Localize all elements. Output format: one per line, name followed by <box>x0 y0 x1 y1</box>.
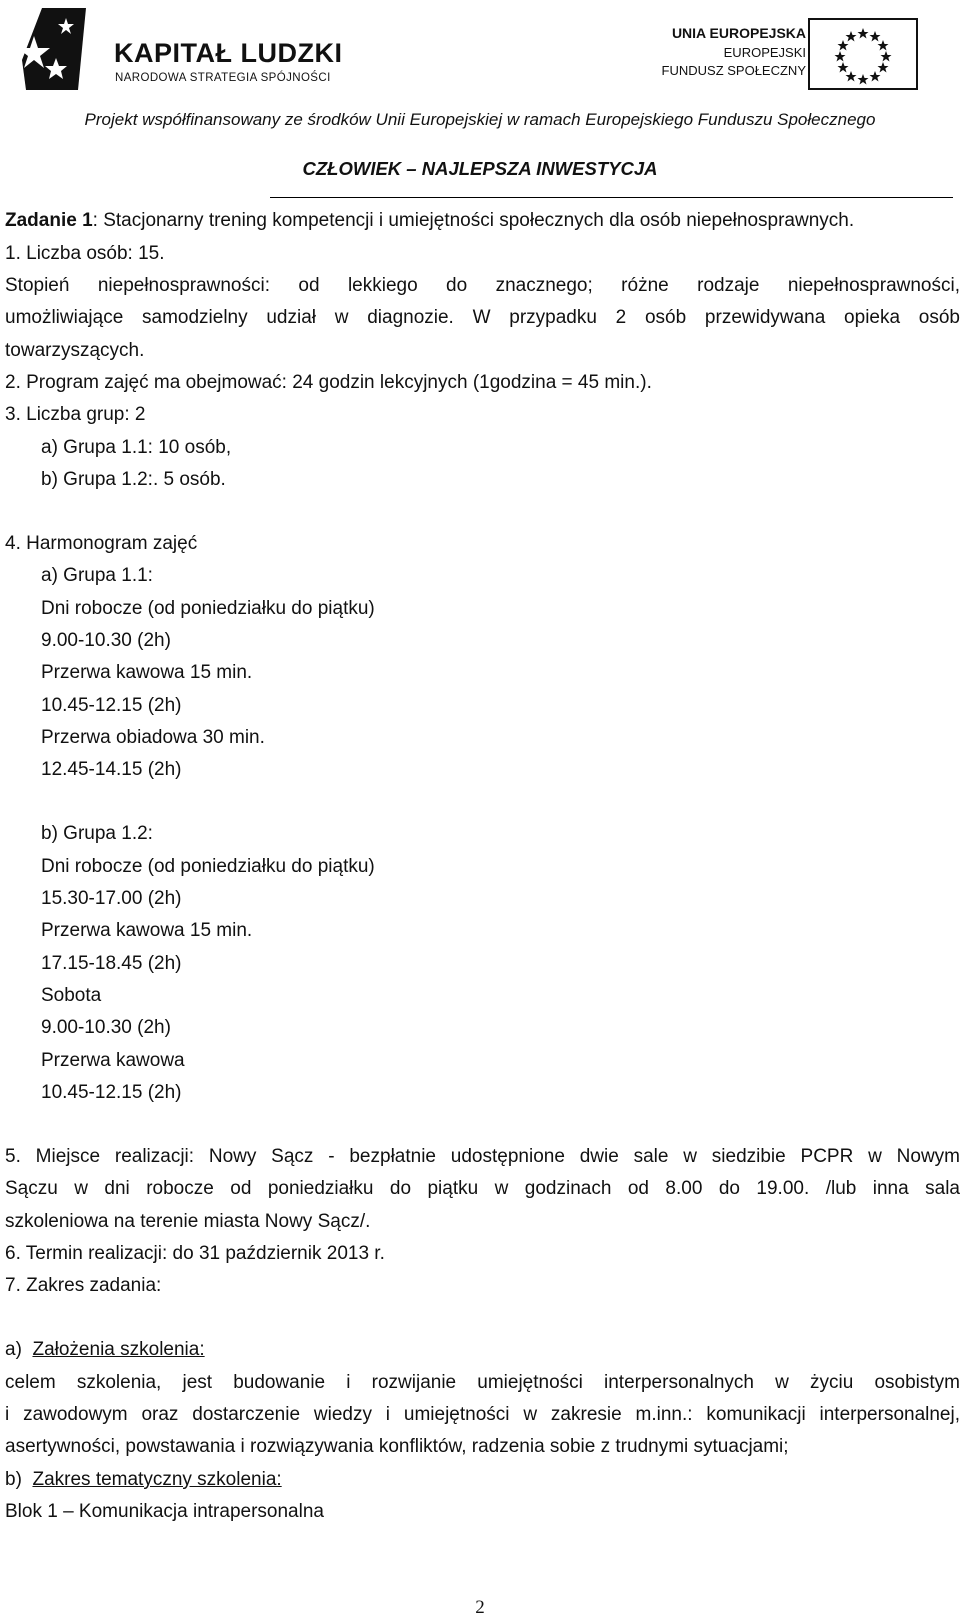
schedule-group-a: a) Grupa 1.1: <box>41 565 153 586</box>
list-item-program: 2. Program zajęć ma obejmować: 24 godzin lekcyjnych (1godzina = 45 min.). <box>5 372 652 393</box>
schedule-line: 17.15-18.45 (2h) <box>41 953 182 974</box>
schedule-line: 10.45-12.15 (2h) <box>41 1082 182 1103</box>
paragraph-line: Blok 1 – Komunikacja intrapersonalna <box>5 1501 324 1522</box>
section-prefix: b) <box>5 1469 22 1490</box>
schedule-line: Sobota <box>41 985 102 1006</box>
schedule-line: Przerwa kawowa 15 min. <box>41 662 253 683</box>
schedule-line: Przerwa kawowa <box>41 1050 185 1071</box>
eu-flag-icon <box>808 18 918 90</box>
schedule-line: Przerwa obiadowa 30 min. <box>41 727 265 748</box>
task-heading <box>5 204 854 237</box>
schedule-line: 10.45-12.15 (2h) <box>41 695 182 716</box>
paragraph-line: towarzyszących. <box>5 340 145 361</box>
project-cofinancing-line: Projekt współfinansowany ze środków Unii Europejskiej w ramach Europejskiego Funduszu Społecznego <box>84 110 876 129</box>
kapital-ludzki-logo <box>22 8 352 88</box>
task-label: Zadanie 1 <box>5 210 93 231</box>
paragraph-line: Sączu w dni robocze od poniedziałku do piątku w godzinach od 8.00 do 19.00. /lub inna sala <box>5 1178 960 1199</box>
eu-logo-line3: FUNDUSZ SPOŁECZNY <box>661 63 806 78</box>
list-item-scope: 7. Zakres zadania: <box>5 1275 162 1296</box>
paragraph-line: Stopień niepełnosprawności: od lekkiego do znacznego; różne rodzaje niepełnosprawności, <box>5 275 960 296</box>
section-title: Zakres tematyczny szkolenia: <box>32 1469 282 1490</box>
header-divider <box>270 197 953 198</box>
section-title: Założenia szkolenia: <box>32 1339 205 1360</box>
section-prefix: a) <box>5 1339 22 1360</box>
section-topics-heading <box>5 1463 282 1496</box>
schedule-line: 9.00-10.30 (2h) <box>41 1017 171 1038</box>
schedule-line: 15.30-17.00 (2h) <box>41 888 182 909</box>
slogan: CZŁOWIEK – NAJLEPSZA INWESTYCJA <box>302 158 658 179</box>
logo-brand-subtitle: NARODOWA STRATEGIA SPÓJNOŚCI <box>115 72 331 84</box>
sub-item-group-1-2: b) Grupa 1.2:. 5 osób. <box>41 469 226 490</box>
page-number: 2 <box>475 1597 485 1618</box>
paragraph-line: umożliwiające samodzielny udział w diagnozie. W przypadku 2 osób przewidywana opieka osób <box>5 307 960 328</box>
sub-item-group-1-1: a) Grupa 1.1: 10 osób, <box>41 437 232 458</box>
eu-logo <box>638 18 938 90</box>
list-item-location: 5. Miejsce realizacji: Nowy Sącz - bezpłatnie udostępnione dwie sale w siedzibie PCPR w Nowym <box>5 1146 960 1167</box>
schedule-group-b: b) Grupa 1.2: <box>41 823 153 844</box>
eu-logo-line2: EUROPEJSKI <box>723 45 806 60</box>
task-title: : Stacjonarny trening kompetencji i umiejętności społecznych dla osób niepełnosprawnych. <box>92 210 855 231</box>
section-assumptions-heading <box>5 1333 205 1366</box>
list-item-groups: 3. Liczba grup: 2 <box>5 404 146 425</box>
paragraph-line: i zawodowym oraz dostarczenie wiedzy i umiejętności w zakresie m.inn.: komunikacji interpersonalnej, <box>5 1404 960 1425</box>
schedule-line: Dni robocze (od poniedziałku do piątku) <box>41 598 375 619</box>
list-item-schedule: 4. Harmonogram zajęć <box>5 533 198 554</box>
list-item-deadline: 6. Termin realizacji: do 31 październik 2013 r. <box>5 1243 385 1264</box>
eu-logo-line1: UNIA EUROPEJSKA <box>671 25 806 41</box>
schedule-line: Dni robocze (od poniedziałku do piątku) <box>41 856 375 877</box>
logo-brand-name: KAPITAŁ LUDZKI <box>114 38 343 68</box>
schedule-line: 9.00-10.30 (2h) <box>41 630 171 651</box>
paragraph-line: szkoleniowa na terenie miasta Nowy Sącz/. <box>5 1211 371 1232</box>
kapital-ludzki-emblem-icon <box>22 8 112 90</box>
schedule-line: Przerwa kawowa 15 min. <box>41 920 253 941</box>
paragraph-line: asertywności, powstawania i rozwiązywania konfliktów, radzenia sobie z trudnymi sytuacjami; <box>5 1436 789 1457</box>
paragraph-line: celem szkolenia, jest budowanie i rozwijanie umiejętności interpersonalnych w życiu osobistym <box>5 1372 960 1393</box>
schedule-line: 12.45-14.15 (2h) <box>41 759 182 780</box>
list-item-participants: 1. Liczba osób: 15. <box>5 243 165 264</box>
